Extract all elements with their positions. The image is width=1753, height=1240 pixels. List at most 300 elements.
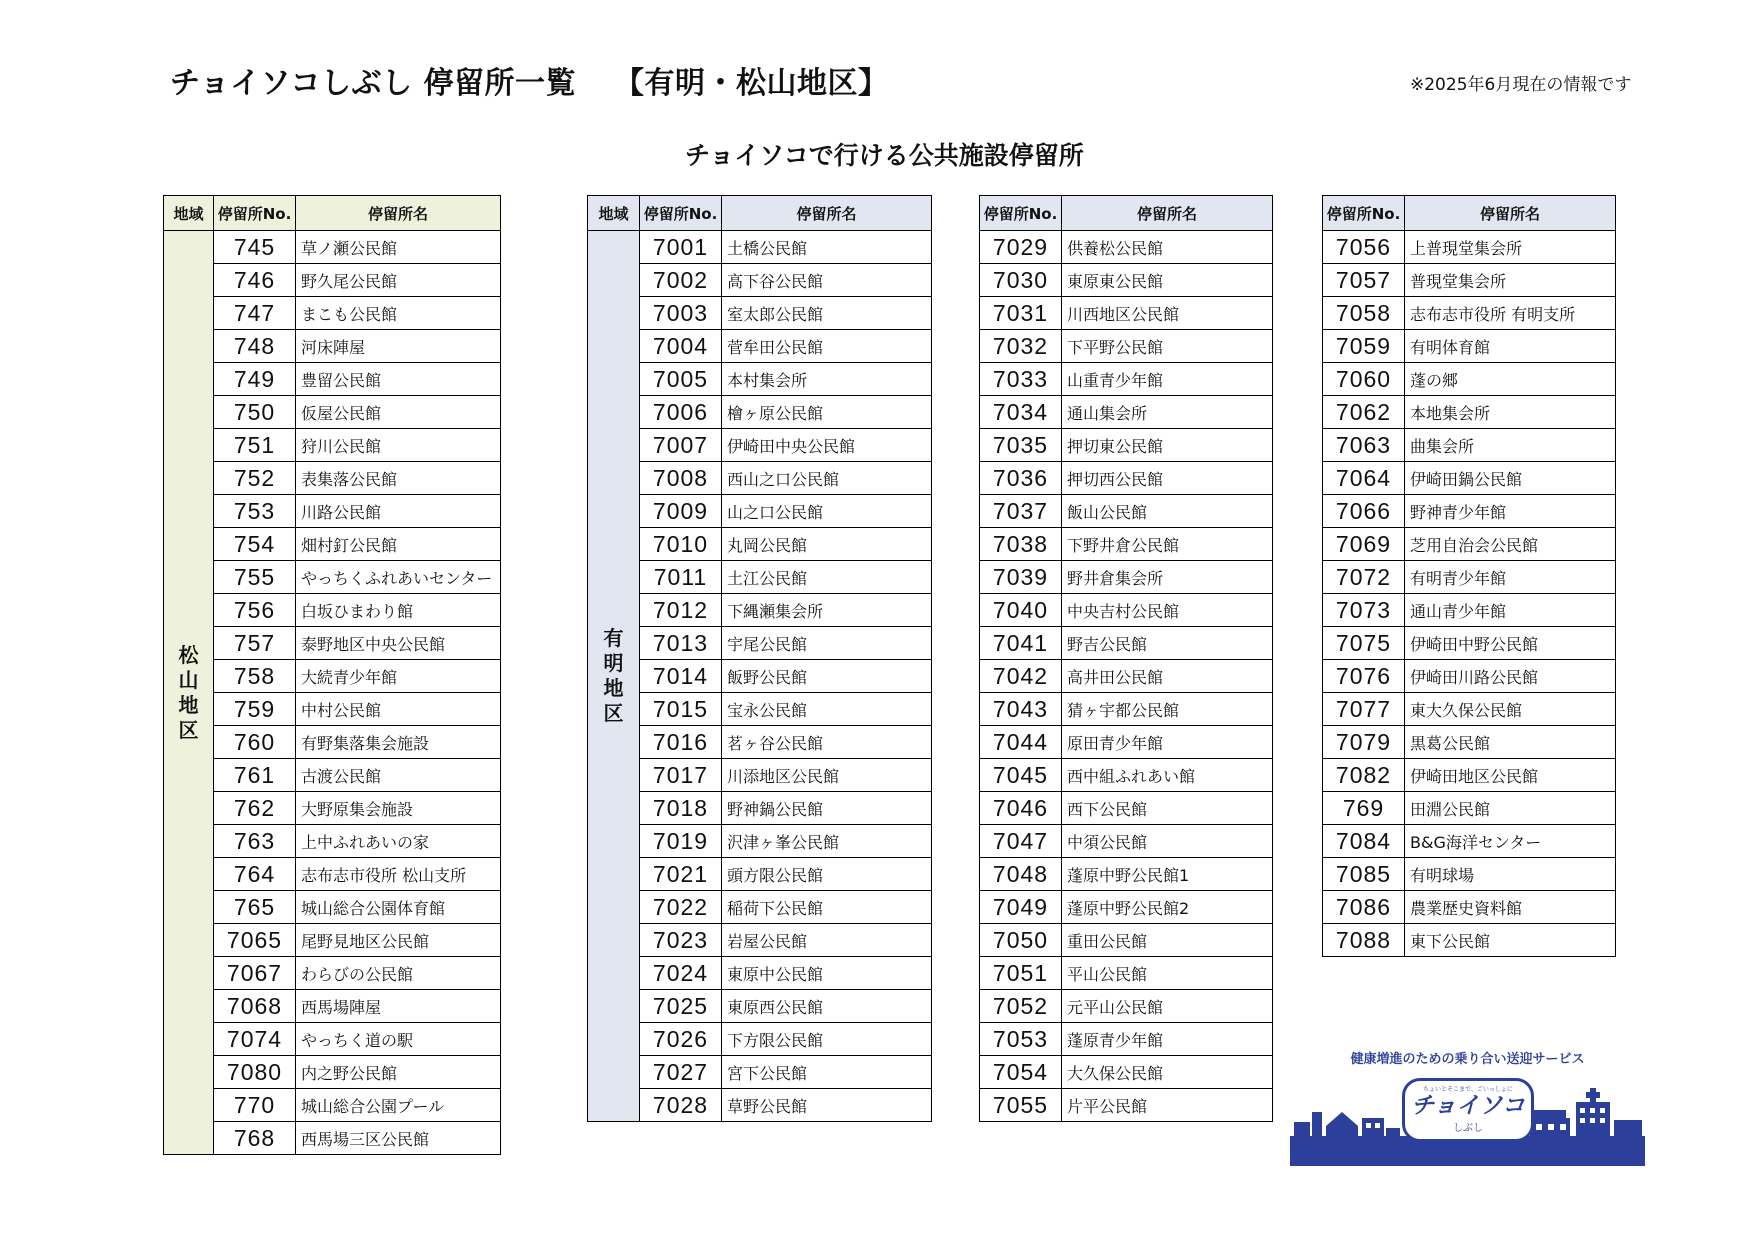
stop-number: 746: [214, 264, 296, 297]
stop-number: 7034: [980, 396, 1062, 429]
table-row: [588, 528, 932, 561]
table-row: [1323, 792, 1616, 825]
table-row: [1323, 759, 1616, 792]
number-column-header: 停留所No.: [640, 196, 722, 231]
stop-number: 7022: [640, 891, 722, 924]
table-row: [588, 1056, 932, 1089]
stop-name: 頭方限公民館: [722, 858, 932, 891]
stop-name: 草ノ瀬公民館: [296, 231, 501, 264]
stop-number: 7058: [1323, 297, 1405, 330]
table-row: [1323, 396, 1616, 429]
stop-name: 伊崎田川路公民館: [1405, 660, 1616, 693]
table-row: [1323, 891, 1616, 924]
stop-name: 東下公民館: [1405, 924, 1616, 957]
table-row: [1323, 330, 1616, 363]
table-row: [980, 330, 1273, 363]
stop-name: 黒葛公民館: [1405, 726, 1616, 759]
stop-name: 城山総合公園プール: [296, 1089, 501, 1122]
stop-name: 宇尾公民館: [722, 627, 932, 660]
table-row: [1323, 924, 1616, 957]
table-row: [588, 231, 932, 264]
section-subtitle: チョイソコで行ける公共施設停留所: [685, 141, 1084, 170]
table-row: [980, 363, 1273, 396]
stop-number: 7028: [640, 1089, 722, 1122]
stop-number: 7010: [640, 528, 722, 561]
stop-name: 稲荷下公民館: [722, 891, 932, 924]
stop-number: 7009: [640, 495, 722, 528]
stop-number: 7066: [1323, 495, 1405, 528]
name-column-header: 停留所名: [722, 196, 932, 231]
stop-name: 川添地区公民館: [722, 759, 932, 792]
stop-number: 769: [1323, 792, 1405, 825]
table-row: [1323, 693, 1616, 726]
table-row: [980, 825, 1273, 858]
table-row: [980, 759, 1273, 792]
table-row: [588, 396, 932, 429]
stop-number: 7044: [980, 726, 1062, 759]
table-row: [588, 792, 932, 825]
stop-number: 758: [214, 660, 296, 693]
table-row: [1323, 660, 1616, 693]
table-row: [588, 1089, 932, 1122]
table-row: [980, 231, 1273, 264]
table-row: [588, 825, 932, 858]
stop-name: 宮下公民館: [722, 1056, 932, 1089]
stop-name: 下野井倉公民館: [1062, 528, 1273, 561]
table-row: [980, 660, 1273, 693]
stop-name: 普現堂集会所: [1405, 264, 1616, 297]
logo-subline: ちょいとそこまで、ごいっしょに: [1423, 1086, 1513, 1093]
stop-name: 檜ヶ原公民館: [722, 396, 932, 429]
table-row: [588, 495, 932, 528]
ariake-rows-2: [980, 231, 1273, 1122]
stop-name: 西馬場三区公民館: [296, 1122, 501, 1155]
table-row: [164, 858, 501, 891]
stop-name: 西山之口公民館: [722, 462, 932, 495]
table-row: [164, 231, 501, 264]
table-row: [1323, 825, 1616, 858]
stop-name: 大野原集会施設: [296, 792, 501, 825]
logo-tagline: 健康増進のための乗り合い送迎サービス: [1350, 1052, 1585, 1067]
stop-name: 本村集会所: [722, 363, 932, 396]
table-row: [588, 660, 932, 693]
stop-number: 770: [214, 1089, 296, 1122]
stop-name: 田淵公民館: [1405, 792, 1616, 825]
table-row: [164, 1122, 501, 1155]
table-row: [588, 990, 932, 1023]
table-row: [164, 1089, 501, 1122]
table-row: [164, 660, 501, 693]
table-row: [164, 957, 501, 990]
stop-number: 7085: [1323, 858, 1405, 891]
table-row: [164, 759, 501, 792]
table-row: [980, 1023, 1273, 1056]
stop-number: 7046: [980, 792, 1062, 825]
stop-name: 城山総合公園体育館: [296, 891, 501, 924]
table-row: [588, 759, 932, 792]
stop-name: 有野集落集会施設: [296, 726, 501, 759]
logo-brand: チョイソコ: [1411, 1093, 1525, 1119]
stop-name: 内之野公民館: [296, 1056, 501, 1089]
stop-number: 7026: [640, 1023, 722, 1056]
stop-name: 泰野地区中央公民館: [296, 627, 501, 660]
table-row: [980, 693, 1273, 726]
stop-number: 7072: [1323, 561, 1405, 594]
region-column-header: 地域: [164, 196, 214, 231]
stop-number: 748: [214, 330, 296, 363]
stop-number: 7017: [640, 759, 722, 792]
stop-name: 土江公民館: [722, 561, 932, 594]
table-row: [588, 726, 932, 759]
table-row: [1323, 429, 1616, 462]
table-row: [980, 495, 1273, 528]
stop-name: 川路公民館: [296, 495, 501, 528]
stop-name: 有明青少年館: [1405, 561, 1616, 594]
stop-number: 7027: [640, 1056, 722, 1089]
stop-number: 7008: [640, 462, 722, 495]
stop-number: 7005: [640, 363, 722, 396]
table-row: [1323, 231, 1616, 264]
table-row: [980, 957, 1273, 990]
stop-number: 7014: [640, 660, 722, 693]
logo-city: しぶし: [1453, 1123, 1483, 1134]
stop-name: 志布志市役所 松山支所: [296, 858, 501, 891]
stop-number: 7077: [1323, 693, 1405, 726]
stop-number: 7063: [1323, 429, 1405, 462]
stop-number: 7042: [980, 660, 1062, 693]
table-row: [588, 891, 932, 924]
table-row: [1323, 561, 1616, 594]
stop-number: 7040: [980, 594, 1062, 627]
stop-name: 平山公民館: [1062, 957, 1273, 990]
stop-number: 761: [214, 759, 296, 792]
table-row: [164, 297, 501, 330]
stop-number: 7076: [1323, 660, 1405, 693]
stop-name: 飯山公民館: [1062, 495, 1273, 528]
ariake-stop-table-1: [587, 195, 932, 1122]
stop-name: 中央吉村公民館: [1062, 594, 1273, 627]
ariake-rows-3: [1323, 231, 1616, 957]
stop-name: 猜ヶ宇都公民館: [1062, 693, 1273, 726]
region-cell: [164, 231, 214, 1155]
stop-number: 750: [214, 396, 296, 429]
stop-name: 高井田公民館: [1062, 660, 1273, 693]
table-row: [1323, 858, 1616, 891]
stop-name: 芝用自治会公民館: [1405, 528, 1616, 561]
table-row: [588, 297, 932, 330]
table-row: [588, 363, 932, 396]
stop-name: 東原東公民館: [1062, 264, 1273, 297]
stop-number: 768: [214, 1122, 296, 1155]
stop-number: 762: [214, 792, 296, 825]
table-row: [588, 924, 932, 957]
stop-name: 押切西公民館: [1062, 462, 1273, 495]
number-column-header: 停留所No.: [1323, 196, 1405, 231]
stop-number: 7069: [1323, 528, 1405, 561]
stop-name: わらびの公民館: [296, 957, 501, 990]
stop-name: 沢津ヶ峯公民館: [722, 825, 932, 858]
table-row: [980, 264, 1273, 297]
table-row: [588, 264, 932, 297]
stop-name: 中須公民館: [1062, 825, 1273, 858]
table-header-row: [1323, 196, 1616, 231]
table-row: [980, 297, 1273, 330]
stop-name: 山重青少年館: [1062, 363, 1273, 396]
stop-number: 7007: [640, 429, 722, 462]
region-cell: [588, 231, 640, 1122]
stop-number: 7055: [980, 1089, 1062, 1122]
table-row: [980, 1056, 1273, 1089]
stop-number: 749: [214, 363, 296, 396]
stop-name: 野久尾公民館: [296, 264, 501, 297]
stop-number: 7012: [640, 594, 722, 627]
table-row: [588, 627, 932, 660]
matsuyama-stop-table: [163, 195, 501, 1155]
date-note: ※2025年6月現在の情報です: [1410, 75, 1632, 95]
stop-name: 本地集会所: [1405, 396, 1616, 429]
stop-number: 7043: [980, 693, 1062, 726]
stop-name: 供養松公民館: [1062, 231, 1273, 264]
name-column-header: 停留所名: [1062, 196, 1273, 231]
table-row: [588, 957, 932, 990]
table-row: [980, 1089, 1273, 1122]
table-row: [164, 726, 501, 759]
table-row: [164, 891, 501, 924]
table-row: [980, 924, 1273, 957]
table-row: [1323, 594, 1616, 627]
table-row: [980, 462, 1273, 495]
table-row: [164, 396, 501, 429]
stop-name: 畑村釘公民館: [296, 528, 501, 561]
stop-number: 7013: [640, 627, 722, 660]
stop-number: 763: [214, 825, 296, 858]
stop-number: 7002: [640, 264, 722, 297]
ariake-stop-table-3: [1322, 195, 1616, 957]
table-row: [164, 825, 501, 858]
table-row: [164, 264, 501, 297]
stop-name: 狩川公民館: [296, 429, 501, 462]
table-row: [1323, 363, 1616, 396]
stop-number: 7065: [214, 924, 296, 957]
stop-number: 765: [214, 891, 296, 924]
table-row: [980, 396, 1273, 429]
stop-number: 7068: [214, 990, 296, 1023]
logo-badge: [1402, 1078, 1534, 1142]
stop-number: 764: [214, 858, 296, 891]
stop-name: 有明球場: [1405, 858, 1616, 891]
stop-number: 7003: [640, 297, 722, 330]
stop-name: 通山青少年館: [1405, 594, 1616, 627]
stop-name: B&G海洋センター: [1405, 825, 1616, 858]
table-row: [980, 594, 1273, 627]
stop-number: 7018: [640, 792, 722, 825]
stop-number: 7060: [1323, 363, 1405, 396]
table-row: [164, 1023, 501, 1056]
stop-name: 東原西公民館: [722, 990, 932, 1023]
stop-number: 7047: [980, 825, 1062, 858]
stop-number: 752: [214, 462, 296, 495]
table-row: [1323, 528, 1616, 561]
stop-number: 7030: [980, 264, 1062, 297]
stop-number: 7056: [1323, 231, 1405, 264]
table-row: [980, 627, 1273, 660]
table-row: [164, 792, 501, 825]
stop-number: 7036: [980, 462, 1062, 495]
title-main: チョイソコしぶし 停留所一覧: [170, 66, 576, 101]
stop-number: 7025: [640, 990, 722, 1023]
stop-number: 745: [214, 231, 296, 264]
stop-number: 7073: [1323, 594, 1405, 627]
stop-name: 重田公民館: [1062, 924, 1273, 957]
ariake-rows-1: [588, 231, 932, 1122]
stop-name: 草野公民館: [722, 1089, 932, 1122]
stop-name: 下縄瀬集会所: [722, 594, 932, 627]
stop-number: 7041: [980, 627, 1062, 660]
stop-name: 伊崎田中野公民館: [1405, 627, 1616, 660]
table-row: [164, 363, 501, 396]
stop-name: 土橋公民館: [722, 231, 932, 264]
table-row: [164, 495, 501, 528]
stop-number: 7082: [1323, 759, 1405, 792]
stop-number: 7015: [640, 693, 722, 726]
stop-name: 蓬原中野公民館2: [1062, 891, 1273, 924]
stop-number: 747: [214, 297, 296, 330]
table-row: [588, 429, 932, 462]
stop-number: 754: [214, 528, 296, 561]
table-row: [980, 726, 1273, 759]
table-row: [588, 858, 932, 891]
stop-name: 古渡公民館: [296, 759, 501, 792]
stop-number: 756: [214, 594, 296, 627]
table-row: [980, 990, 1273, 1023]
stop-number: 7050: [980, 924, 1062, 957]
number-column-header: 停留所No.: [214, 196, 296, 231]
stop-number: 7031: [980, 297, 1062, 330]
stop-number: 7051: [980, 957, 1062, 990]
table-row: [164, 528, 501, 561]
stop-name: 菅牟田公民館: [722, 330, 932, 363]
region-label: 有明地区: [603, 626, 624, 725]
table-row: [1323, 495, 1616, 528]
table-row: [164, 693, 501, 726]
table-row: [1323, 627, 1616, 660]
stop-number: 7086: [1323, 891, 1405, 924]
stop-name: 伊崎田中央公民館: [722, 429, 932, 462]
table-row: [164, 561, 501, 594]
stop-number: 7006: [640, 396, 722, 429]
stop-number: 755: [214, 561, 296, 594]
table-row: [1323, 726, 1616, 759]
stop-name: 上中ふれあいの家: [296, 825, 501, 858]
table-row: [164, 594, 501, 627]
stop-name: 志布志市役所 有明支所: [1405, 297, 1616, 330]
stop-number: 7029: [980, 231, 1062, 264]
stop-number: 757: [214, 627, 296, 660]
stop-number: 7075: [1323, 627, 1405, 660]
name-column-header: 停留所名: [1405, 196, 1616, 231]
table-row: [164, 462, 501, 495]
stop-name: 豊留公民館: [296, 363, 501, 396]
table-row: [980, 891, 1273, 924]
stop-name: 野神鍋公民館: [722, 792, 932, 825]
stop-number: 7032: [980, 330, 1062, 363]
stop-number: 759: [214, 693, 296, 726]
stop-name: 伊崎田鍋公民館: [1405, 462, 1616, 495]
region-column-header: 地域: [588, 196, 640, 231]
stop-name: 蓬原中野公民館1: [1062, 858, 1273, 891]
stop-name: 山之口公民館: [722, 495, 932, 528]
stop-name: 西馬場陣屋: [296, 990, 501, 1023]
stop-name: 尾野見地区公民館: [296, 924, 501, 957]
stop-name: 東大久保公民館: [1405, 693, 1616, 726]
stop-name: 野井倉集会所: [1062, 561, 1273, 594]
stop-name: 野吉公民館: [1062, 627, 1273, 660]
table-row: [980, 528, 1273, 561]
stop-name: 下平野公民館: [1062, 330, 1273, 363]
stop-number: 7052: [980, 990, 1062, 1023]
table-row: [164, 330, 501, 363]
stop-number: 7059: [1323, 330, 1405, 363]
table-row: [588, 330, 932, 363]
stop-name: 農業歴史資料館: [1405, 891, 1616, 924]
stop-number: 7033: [980, 363, 1062, 396]
table-row: [588, 561, 932, 594]
stop-name: 東原中公民館: [722, 957, 932, 990]
stop-name: 元平山公民館: [1062, 990, 1273, 1023]
stop-name: 大続青少年館: [296, 660, 501, 693]
stop-name: 上普現堂集会所: [1405, 231, 1616, 264]
stop-name: 伊崎田地区公民館: [1405, 759, 1616, 792]
stop-number: 7057: [1323, 264, 1405, 297]
stop-name: 蓬の郷: [1405, 363, 1616, 396]
table-header-row: [980, 196, 1273, 231]
table-row: [588, 693, 932, 726]
table-row: [588, 1023, 932, 1056]
table-header-row: [588, 196, 932, 231]
stop-number: 7016: [640, 726, 722, 759]
stop-name: 通山集会所: [1062, 396, 1273, 429]
stop-name: 仮屋公民館: [296, 396, 501, 429]
stop-number: 7053: [980, 1023, 1062, 1056]
table-row: [164, 990, 501, 1023]
stop-name: 丸岡公民館: [722, 528, 932, 561]
stop-number: 7074: [214, 1023, 296, 1056]
stop-name: 西下公民館: [1062, 792, 1273, 825]
stop-name: 高下谷公民館: [722, 264, 932, 297]
stop-name: 中村公民館: [296, 693, 501, 726]
stop-number: 7035: [980, 429, 1062, 462]
stop-number: 7021: [640, 858, 722, 891]
stop-number: 751: [214, 429, 296, 462]
table-row: [588, 594, 932, 627]
stop-name: 室太郎公民館: [722, 297, 932, 330]
stop-name: 有明体育館: [1405, 330, 1616, 363]
stop-name: 蓬原青少年館: [1062, 1023, 1273, 1056]
stop-name: 曲集会所: [1405, 429, 1616, 462]
table-row: [164, 429, 501, 462]
title-area: 【有明・松山地区】: [613, 66, 889, 101]
stop-number: 7019: [640, 825, 722, 858]
stop-number: 7004: [640, 330, 722, 363]
stop-number: 7037: [980, 495, 1062, 528]
table-row: [1323, 264, 1616, 297]
stop-number: 7067: [214, 957, 296, 990]
stop-number: 7084: [1323, 825, 1405, 858]
stop-number: 7088: [1323, 924, 1405, 957]
stop-number: 7001: [640, 231, 722, 264]
stop-name: やっちく道の駅: [296, 1023, 501, 1056]
stop-name: 白坂ひまわり館: [296, 594, 501, 627]
